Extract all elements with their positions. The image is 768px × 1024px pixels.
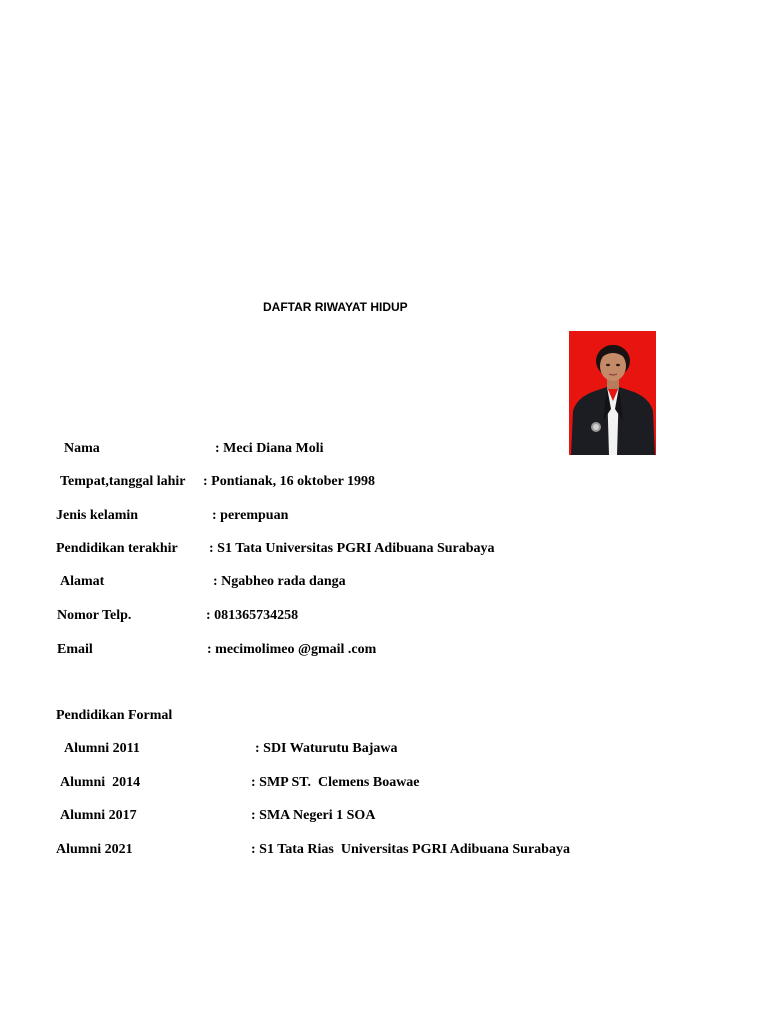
- document-title: DAFTAR RIWAYAT HIDUP: [263, 300, 408, 314]
- label-tempat-tanggal-lahir: Tempat,tanggal lahir: [60, 474, 186, 489]
- label-alumni-2014: Alumni 2014: [60, 775, 141, 790]
- label-alumni-2011: Alumni 2011: [64, 741, 140, 756]
- label-jenis-kelamin: Jenis kelamin: [56, 508, 139, 523]
- value-alumni-2017: : SMA Negeri 1 SOA: [251, 808, 376, 823]
- value-alamat: : Ngabheo rada danga: [213, 574, 346, 589]
- label-alamat: Alamat: [60, 574, 105, 589]
- value-tempat-tanggal-lahir: : Pontianak, 16 oktober 1998: [203, 474, 376, 489]
- label-nama: Nama: [64, 441, 100, 456]
- value-jenis-kelamin: : perempuan: [212, 508, 289, 523]
- label-alumni-2017: Alumni 2017: [60, 808, 137, 823]
- value-pendidikan-terakhir: : S1 Tata Universitas PGRI Adibuana Surabaya: [209, 541, 495, 556]
- label-nomor-telp: Nomor Telp.: [57, 608, 132, 623]
- education-heading: Pendidikan Formal: [56, 708, 173, 723]
- portrait-image: [569, 331, 656, 455]
- profile-photo: [569, 331, 656, 455]
- row-email: [0, 642, 377, 690]
- label-pendidikan-terakhir: Pendidikan terakhir: [56, 541, 178, 556]
- label-email: Email: [57, 642, 93, 657]
- row-alumni-2021: [0, 842, 570, 890]
- label-alumni-2021: Alumni 2021: [56, 842, 133, 857]
- value-nomor-telp: : 081365734258: [206, 608, 299, 623]
- value-alumni-2021: : S1 Tata Rias Universitas PGRI Adibuana Surabaya: [251, 842, 570, 857]
- value-nama: : Meci Diana Moli: [215, 441, 324, 456]
- value-alumni-2014: : SMP ST. Clemens Boawae: [251, 775, 420, 790]
- value-alumni-2011: : SDI Waturutu Bajawa: [255, 741, 398, 756]
- value-email: : mecimolimeo @gmail .com: [207, 642, 377, 657]
